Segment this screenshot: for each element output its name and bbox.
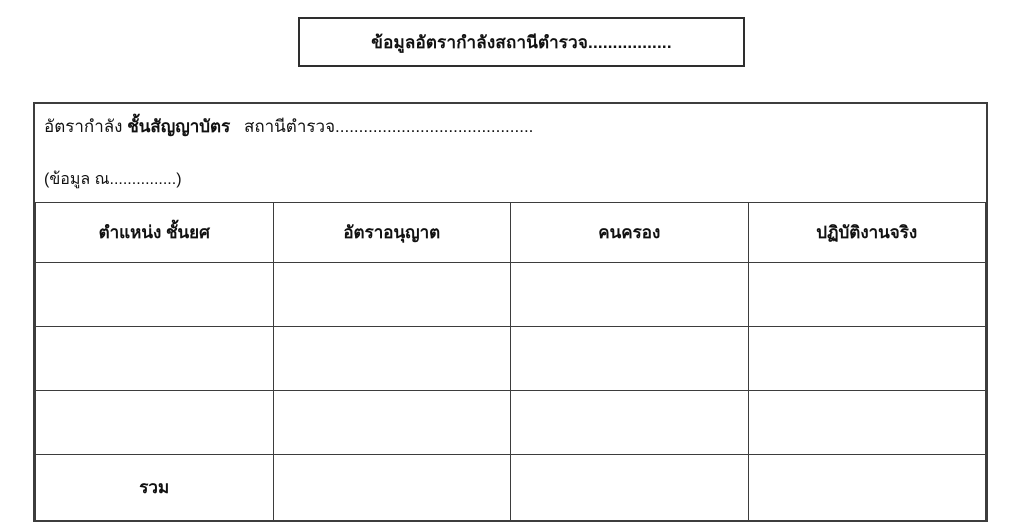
form-box [33,102,988,522]
col-header-authorized-positions: อัตราอนุญาต [273,203,511,263]
empty-cell [748,327,986,391]
empty-cell [36,391,274,455]
empty-cell [511,455,749,521]
table-row [36,327,986,391]
empty-cell [273,391,511,455]
empty-cell [748,455,986,521]
empty-cell [511,263,749,327]
empty-cell [273,327,511,391]
col-header-actual-working: ปฏิบัติงานจริง [748,203,986,263]
table-row [36,263,986,327]
table-total-row [36,455,986,521]
empty-cell [36,327,274,391]
table-row [36,391,986,455]
total-label-cell: รวม [36,455,274,521]
empty-cell [36,263,274,327]
manpower-table [35,202,986,521]
station-blank-line: สถานีตำรวจ.......................................... [243,117,534,136]
title-box [298,17,745,67]
empty-cell [273,263,511,327]
commissioned-rank-label: ชั้นสัญญาบัตร [127,117,231,136]
data-as-of-line: (ข้อมูล ณ...............) [44,171,182,188]
empty-cell [273,455,511,521]
table-header-row [36,203,986,263]
col-header-position-rank: ตำแหน่ง ชั้นยศ [36,203,274,263]
form-header [35,104,986,202]
manpower-label: อัตรากำลัง [44,117,123,136]
empty-cell [511,327,749,391]
form-subtitle-line [44,113,976,140]
document-title: ข้อมูลอัตรากำลังสถานีตำรวจ................. [371,32,672,52]
empty-cell [511,391,749,455]
col-header-occupied: คนครอง [511,203,749,263]
empty-cell [748,391,986,455]
empty-cell [748,263,986,327]
